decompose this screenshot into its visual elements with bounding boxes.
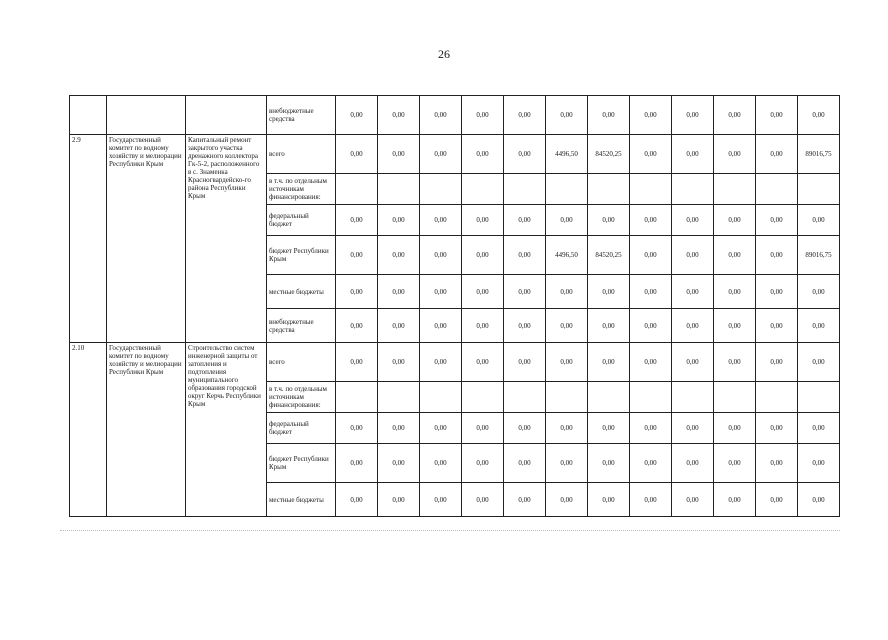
- amount-cell: 4496,50: [546, 236, 588, 275]
- amount-cell: 0,00: [462, 236, 504, 275]
- amount-cell: 0,00: [630, 135, 672, 174]
- amount-cell: 0,00: [420, 96, 462, 135]
- amount-cell: 0,00: [504, 205, 546, 236]
- table-row: [70, 343, 840, 382]
- amount-cell: [504, 382, 546, 413]
- amount-cell: [588, 382, 630, 413]
- funding-source-cell: федеральный бюджет: [267, 205, 336, 236]
- amount-cell: 0,00: [714, 309, 756, 343]
- amount-cell: 0,00: [630, 483, 672, 517]
- amount-cell: 0,00: [336, 483, 378, 517]
- amount-cell: 0,00: [336, 309, 378, 343]
- amount-cell: 0,00: [546, 309, 588, 343]
- amount-cell: 0,00: [462, 135, 504, 174]
- amount-cell: 0,00: [756, 96, 798, 135]
- amount-cell: [588, 174, 630, 205]
- funding-source-cell: бюджет Республики Крым: [267, 444, 336, 483]
- amount-cell: [756, 382, 798, 413]
- funding-source-cell: бюджет Республики Крым: [267, 236, 336, 275]
- amount-cell: [462, 382, 504, 413]
- amount-cell: 0,00: [420, 444, 462, 483]
- amount-cell: 0,00: [378, 275, 420, 309]
- amount-cell: 0,00: [504, 343, 546, 382]
- executor-cell: [107, 96, 186, 135]
- funding-source-cell: внебюджетные средства: [267, 96, 336, 135]
- amount-cell: 0,00: [420, 413, 462, 444]
- amount-cell: 0,00: [588, 343, 630, 382]
- amount-cell: 0,00: [714, 135, 756, 174]
- amount-cell: 89016,75: [798, 236, 840, 275]
- amount-cell: 0,00: [756, 444, 798, 483]
- amount-cell: 0,00: [546, 96, 588, 135]
- funding-source-cell: местные бюджеты: [267, 483, 336, 517]
- amount-cell: 0,00: [504, 309, 546, 343]
- amount-cell: [462, 174, 504, 205]
- amount-cell: 0,00: [588, 309, 630, 343]
- event-cell: Капитальный ремонт закрытого участка дренажного коллектора Гк-5-2, расположенного в с. Знаменка Красногвардейско-го района Республики Крым: [186, 135, 267, 343]
- executor-cell: Государственный комитет по водному хозяйству и мелиорации Республики Крым: [107, 343, 186, 517]
- amount-cell: 0,00: [588, 444, 630, 483]
- amount-cell: 0,00: [798, 309, 840, 343]
- amount-cell: [378, 174, 420, 205]
- amount-cell: 0,00: [756, 483, 798, 517]
- amount-cell: 0,00: [714, 444, 756, 483]
- amount-cell: [504, 174, 546, 205]
- amount-cell: 0,00: [630, 236, 672, 275]
- amount-cell: [798, 382, 840, 413]
- amount-cell: [630, 382, 672, 413]
- amount-cell: [714, 382, 756, 413]
- amount-cell: 0,00: [798, 275, 840, 309]
- budget-table: [69, 95, 840, 517]
- amount-cell: 0,00: [714, 236, 756, 275]
- amount-cell: 0,00: [672, 343, 714, 382]
- amount-cell: 0,00: [504, 444, 546, 483]
- amount-cell: 4496,50: [546, 135, 588, 174]
- amount-cell: 0,00: [756, 275, 798, 309]
- amount-cell: 0,00: [546, 205, 588, 236]
- amount-cell: 0,00: [588, 413, 630, 444]
- amount-cell: 0,00: [462, 343, 504, 382]
- amount-cell: 84520,25: [588, 236, 630, 275]
- amount-cell: 0,00: [336, 96, 378, 135]
- amount-cell: 0,00: [798, 343, 840, 382]
- item-number-cell: 2.9: [70, 135, 107, 343]
- amount-cell: 0,00: [756, 236, 798, 275]
- amount-cell: 0,00: [672, 413, 714, 444]
- amount-cell: 0,00: [630, 413, 672, 444]
- amount-cell: 0,00: [672, 444, 714, 483]
- amount-cell: 0,00: [630, 309, 672, 343]
- amount-cell: 0,00: [378, 483, 420, 517]
- amount-cell: 0,00: [588, 275, 630, 309]
- amount-cell: 0,00: [462, 309, 504, 343]
- amount-cell: [420, 174, 462, 205]
- amount-cell: [756, 174, 798, 205]
- amount-cell: 0,00: [714, 343, 756, 382]
- amount-cell: 0,00: [798, 96, 840, 135]
- scan-artifact-line: [60, 530, 840, 531]
- amount-cell: 0,00: [714, 96, 756, 135]
- amount-cell: 0,00: [462, 444, 504, 483]
- amount-cell: [420, 382, 462, 413]
- table-body: [70, 96, 840, 517]
- item-number-cell: 2.10: [70, 343, 107, 517]
- funding-source-cell: в т.ч. по отдельным источникам финансирования:: [267, 382, 336, 413]
- amount-cell: 0,00: [630, 275, 672, 309]
- amount-cell: 0,00: [336, 236, 378, 275]
- amount-cell: 0,00: [504, 413, 546, 444]
- amount-cell: 0,00: [798, 444, 840, 483]
- amount-cell: 0,00: [546, 343, 588, 382]
- funding-source-cell: в т.ч. по отдельным источникам финансирования:: [267, 174, 336, 205]
- amount-cell: 0,00: [672, 205, 714, 236]
- amount-cell: 0,00: [378, 135, 420, 174]
- amount-cell: 0,00: [798, 205, 840, 236]
- amount-cell: 0,00: [378, 205, 420, 236]
- amount-cell: 0,00: [420, 309, 462, 343]
- amount-cell: 0,00: [462, 483, 504, 517]
- amount-cell: 0,00: [798, 483, 840, 517]
- amount-cell: 0,00: [336, 444, 378, 483]
- amount-cell: 0,00: [420, 343, 462, 382]
- amount-cell: 0,00: [504, 275, 546, 309]
- amount-cell: 0,00: [672, 96, 714, 135]
- amount-cell: [336, 382, 378, 413]
- amount-cell: [546, 382, 588, 413]
- amount-cell: 0,00: [420, 275, 462, 309]
- amount-cell: 0,00: [672, 275, 714, 309]
- amount-cell: 0,00: [588, 205, 630, 236]
- amount-cell: 0,00: [504, 483, 546, 517]
- amount-cell: 0,00: [756, 135, 798, 174]
- amount-cell: [798, 174, 840, 205]
- amount-cell: [336, 174, 378, 205]
- amount-cell: 0,00: [336, 343, 378, 382]
- amount-cell: 0,00: [420, 483, 462, 517]
- table-row: [70, 96, 840, 135]
- amount-cell: 0,00: [714, 275, 756, 309]
- amount-cell: 0,00: [630, 96, 672, 135]
- table-row: [70, 135, 840, 174]
- amount-cell: 0,00: [714, 205, 756, 236]
- funding-source-cell: всего: [267, 135, 336, 174]
- event-cell: Строительство систем инженерной защиты от затопления и подтопления муниципального образования городской округ Керчь Республики Крым: [186, 343, 267, 517]
- amount-cell: 0,00: [546, 275, 588, 309]
- amount-cell: 0,00: [756, 343, 798, 382]
- item-number-cell: [70, 96, 107, 135]
- amount-cell: 0,00: [378, 236, 420, 275]
- amount-cell: 0,00: [462, 96, 504, 135]
- event-cell: [186, 96, 267, 135]
- funding-source-cell: местные бюджеты: [267, 275, 336, 309]
- amount-cell: 0,00: [714, 413, 756, 444]
- page-number: 26: [438, 47, 450, 61]
- amount-cell: 0,00: [378, 413, 420, 444]
- funding-source-cell: всего: [267, 343, 336, 382]
- amount-cell: 0,00: [588, 483, 630, 517]
- amount-cell: 0,00: [756, 309, 798, 343]
- amount-cell: 0,00: [798, 413, 840, 444]
- amount-cell: [546, 174, 588, 205]
- amount-cell: 84520,25: [588, 135, 630, 174]
- amount-cell: 0,00: [336, 275, 378, 309]
- amount-cell: 0,00: [504, 135, 546, 174]
- amount-cell: 0,00: [630, 444, 672, 483]
- amount-cell: [378, 382, 420, 413]
- amount-cell: 0,00: [672, 483, 714, 517]
- amount-cell: 0,00: [336, 413, 378, 444]
- amount-cell: 0,00: [462, 413, 504, 444]
- amount-cell: 0,00: [588, 96, 630, 135]
- executor-cell: Государственный комитет по водному хозяйству и мелиорации Республики Крым: [107, 135, 186, 343]
- amount-cell: 0,00: [336, 205, 378, 236]
- amount-cell: 0,00: [672, 236, 714, 275]
- amount-cell: 0,00: [420, 205, 462, 236]
- amount-cell: 0,00: [462, 275, 504, 309]
- amount-cell: 0,00: [672, 135, 714, 174]
- amount-cell: 0,00: [546, 444, 588, 483]
- amount-cell: 0,00: [462, 205, 504, 236]
- amount-cell: 0,00: [378, 343, 420, 382]
- amount-cell: 0,00: [546, 483, 588, 517]
- amount-cell: [714, 174, 756, 205]
- amount-cell: 89016,75: [798, 135, 840, 174]
- amount-cell: 0,00: [756, 413, 798, 444]
- funding-source-cell: федеральный бюджет: [267, 413, 336, 444]
- amount-cell: 0,00: [630, 343, 672, 382]
- amount-cell: 0,00: [336, 135, 378, 174]
- amount-cell: 0,00: [378, 444, 420, 483]
- amount-cell: [630, 174, 672, 205]
- amount-cell: 0,00: [504, 236, 546, 275]
- amount-cell: 0,00: [420, 236, 462, 275]
- funding-source-cell: внебюджетные средства: [267, 309, 336, 343]
- amount-cell: 0,00: [504, 96, 546, 135]
- amount-cell: 0,00: [672, 309, 714, 343]
- amount-cell: 0,00: [378, 96, 420, 135]
- amount-cell: 0,00: [546, 413, 588, 444]
- amount-cell: 0,00: [420, 135, 462, 174]
- amount-cell: 0,00: [756, 205, 798, 236]
- amount-cell: 0,00: [378, 309, 420, 343]
- amount-cell: 0,00: [714, 483, 756, 517]
- amount-cell: [672, 382, 714, 413]
- amount-cell: 0,00: [630, 205, 672, 236]
- amount-cell: [672, 174, 714, 205]
